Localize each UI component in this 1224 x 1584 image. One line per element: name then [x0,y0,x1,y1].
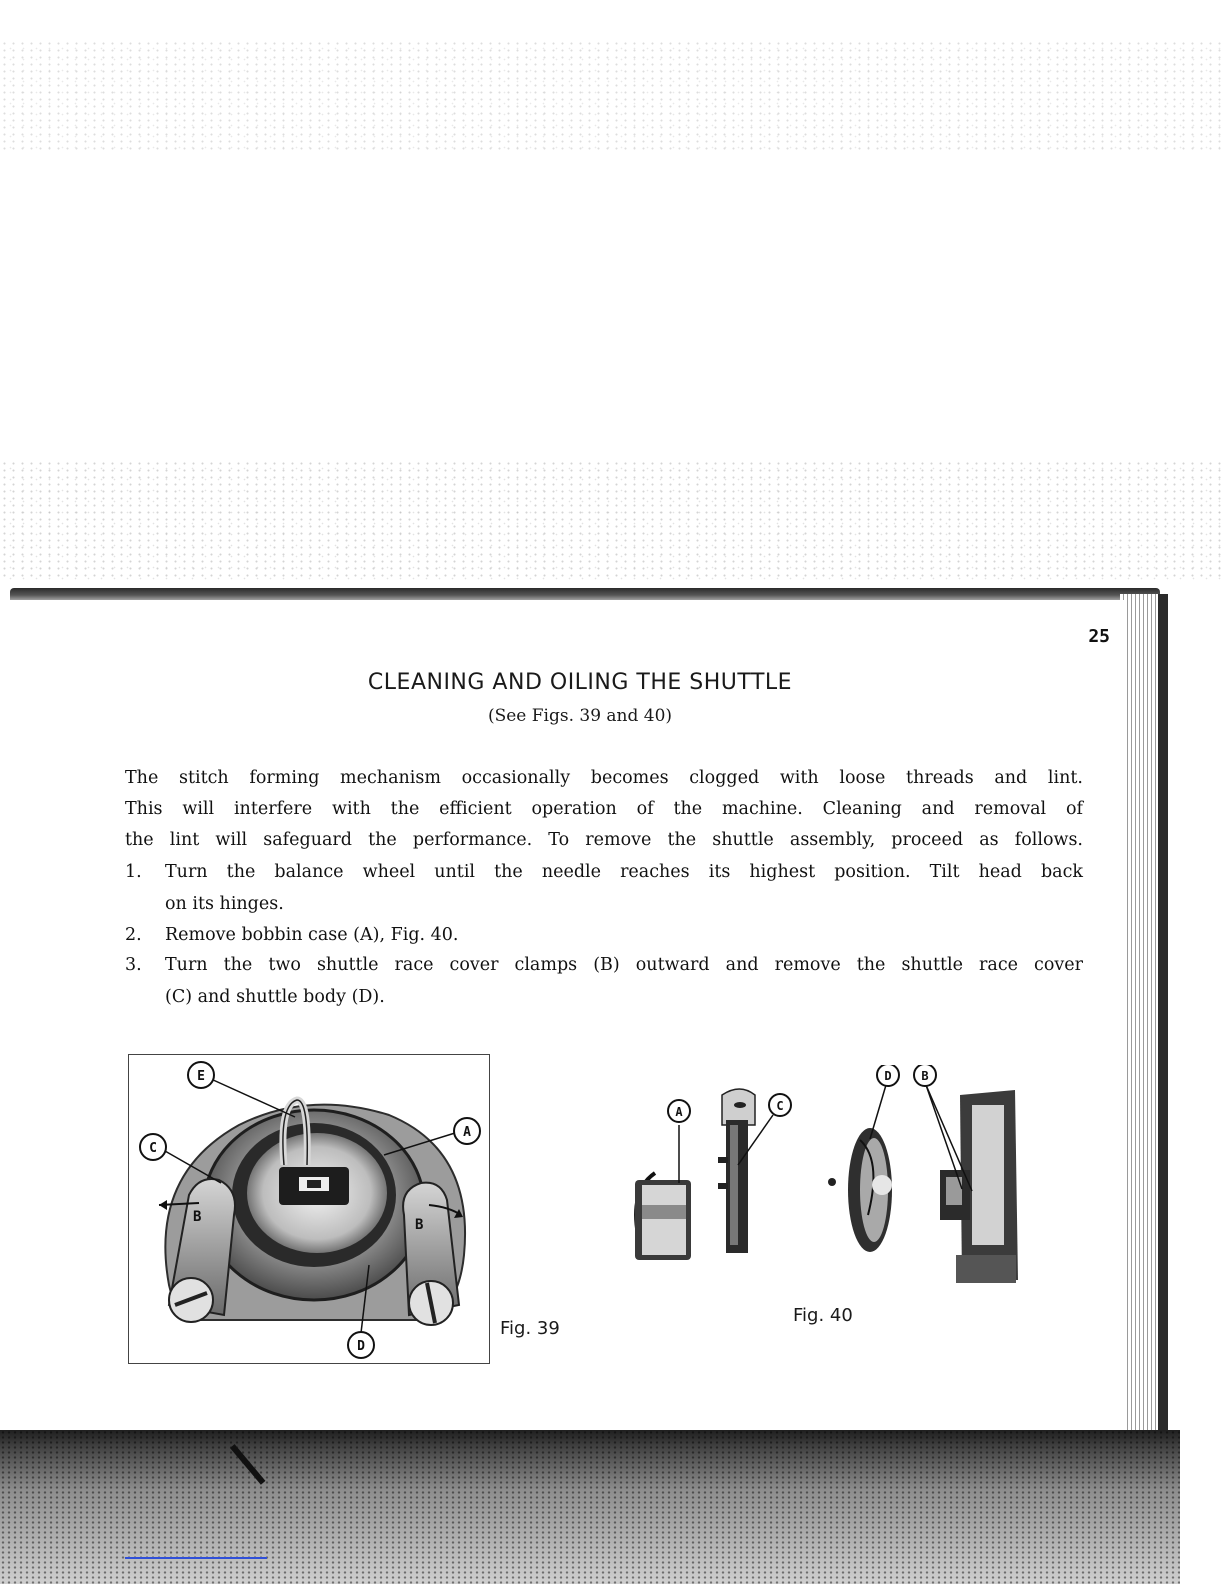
step-3-line-1: Turn the two shuttle race cover clamps (B) outward and remove the shuttle race cover [165,955,1083,975]
scan-speckle-middle [0,460,1224,580]
step-1-line-2: on its hinges. [165,894,284,914]
figure-39-shuttle-photo [128,1054,490,1364]
step-2-number: 2. [125,925,142,945]
intro-line-3: the lint will safeguard the performance. To remove the shuttle assembly, proceed as follows. [125,830,1083,850]
fig39-callout-a: A [463,1125,471,1140]
fig39-callout-d: D [357,1339,365,1354]
section-title: CLEANING AND OILING THE SHUTTLE [367,670,793,695]
scan-underline [125,1557,267,1559]
section-subtitle: (See Figs. 39 and 40) [487,706,673,726]
figure-39-caption: Fig. 39 [500,1318,560,1339]
fig39-callout-b-left: B [193,1209,202,1225]
fig39-callout-e: E [197,1069,205,1084]
step-1-line-1: Turn the balance wheel until the needle reaches its highest position. Tilt head back [165,862,1083,882]
page-stack-edge [1120,594,1168,1444]
page-bottom-shadow [0,1430,1180,1584]
step-1-number: 1. [125,862,142,882]
intro-line-1: The stitch forming mechanism occasionally becomes clogged with loose threads and lint. [125,768,1083,788]
fig40-callout-d: D [884,1069,892,1083]
figure-40-parts [620,1065,1040,1295]
figure-40-illustration [620,1065,1040,1295]
fig39-callout-c: C [149,1141,157,1156]
fig40-callout-b: B [921,1069,929,1083]
figure-39-illustration [129,1055,489,1363]
fig40-callout-a: A [675,1105,683,1119]
intro-line-2: This will interfere with the efficient operation of the machine. Cleaning and removal of [125,799,1083,819]
fig39-callout-b-right: B [415,1217,424,1233]
scan-speckle-top [0,40,1224,150]
step-2-line-1: Remove bobbin case (A), Fig. 40. [165,925,459,945]
step-3-line-2: (C) and shuttle body (D). [165,987,385,1007]
figure-40-caption: Fig. 40 [793,1305,853,1326]
fig40-callout-c: C [776,1099,784,1113]
step-3-number: 3. [125,955,142,975]
page-number: 25 [1088,626,1110,647]
